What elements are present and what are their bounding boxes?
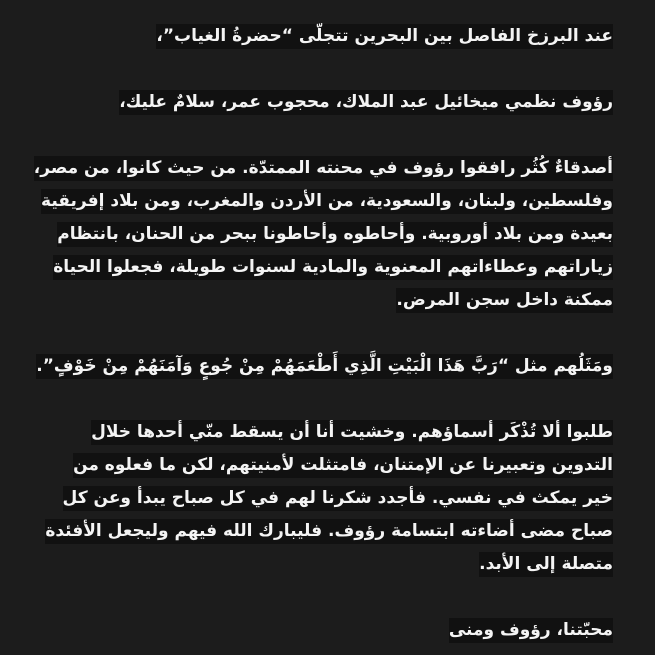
text-line [33, 152, 613, 185]
paragraph-signature [42, 614, 613, 647]
text-line [42, 185, 613, 218]
line-text: وفلسطين، ولبنان، والسعودية، من الأردن والمغرب، ومن بلاد إفريقية [41, 189, 613, 214]
text-line [42, 548, 613, 581]
text-line [42, 86, 613, 119]
text-line [42, 284, 613, 317]
line-text: طلبوا ألا تُذْكَر أسماؤهم. وخشيت أنا أن يسقط منّي أحدها خلال [91, 420, 613, 445]
line-text: صباح مضى أضاءته ابتسامة رؤوف. فليبارك الله فيهم وليجعل الأفئدة [45, 519, 613, 544]
paragraph-friends [33, 152, 613, 317]
line-text: عند البرزخ الفاصل بين البحرين تتجلّى “حضرةُ الغياب”، [156, 24, 613, 49]
paragraph-gratitude [42, 416, 613, 581]
text-line [42, 515, 613, 548]
line-text: بعيدة ومن بلاد أوروبية. وأحاطوه وأحاطونا ببحر من الحنان، بانتظام [57, 222, 613, 247]
text-line [42, 20, 613, 53]
line-text: محبّتنا، رؤوف ومنى [449, 618, 613, 643]
text-line [42, 218, 613, 251]
line-text: رؤوف نظمي ميخائيل عبد الملاك، محجوب عمر، سلامٌ عليك، [119, 90, 613, 115]
text-line [42, 614, 613, 647]
line-text: زياراتهم وعطاءاتهم المعنوية والمادية لسنوات طويلة، فجعلوا الحياة [53, 255, 613, 280]
paragraph-salutation [42, 86, 613, 119]
paragraph-spacer [42, 383, 613, 416]
paragraph-spacer [42, 581, 613, 614]
text-line [42, 251, 613, 284]
line-text: ممكنة داخل سجن المرض. [396, 288, 613, 313]
line-text: أصدقاءٌ كُثُر رافقوا رؤوف في محنته الممتدّة. من حيث كانوا، من مصر، [34, 156, 613, 181]
text-line [42, 416, 613, 449]
text-line [36, 350, 613, 383]
paragraph-spacer [42, 119, 613, 152]
paragraph-quote [36, 350, 613, 383]
line-text: ومَثَلُهم مثل “رَبَّ هَذَا الْبَيْتِ الَّذِي أَطْعَمَهُمْ مِنْ جُوعٍ وَآمَنَهُمْ مِنْ خَوْفٍ”. [36, 354, 613, 379]
line-text: خير يمكث في نفسي. فأجدد شكرنا لهم في كل صباح يبدأ وعن كل [63, 486, 613, 511]
paragraph-spacer [42, 53, 613, 86]
paragraph-spacer [42, 317, 613, 350]
line-text: متصلة إلى الأبد. [479, 552, 613, 577]
text-line [42, 449, 613, 482]
text-line [42, 482, 613, 515]
paragraph-opening [42, 20, 613, 53]
line-text: التدوين وتعبيرنا عن الإمتنان، فامتثلت لأمنيتهم، لكن ما فعلوه من [73, 453, 613, 478]
